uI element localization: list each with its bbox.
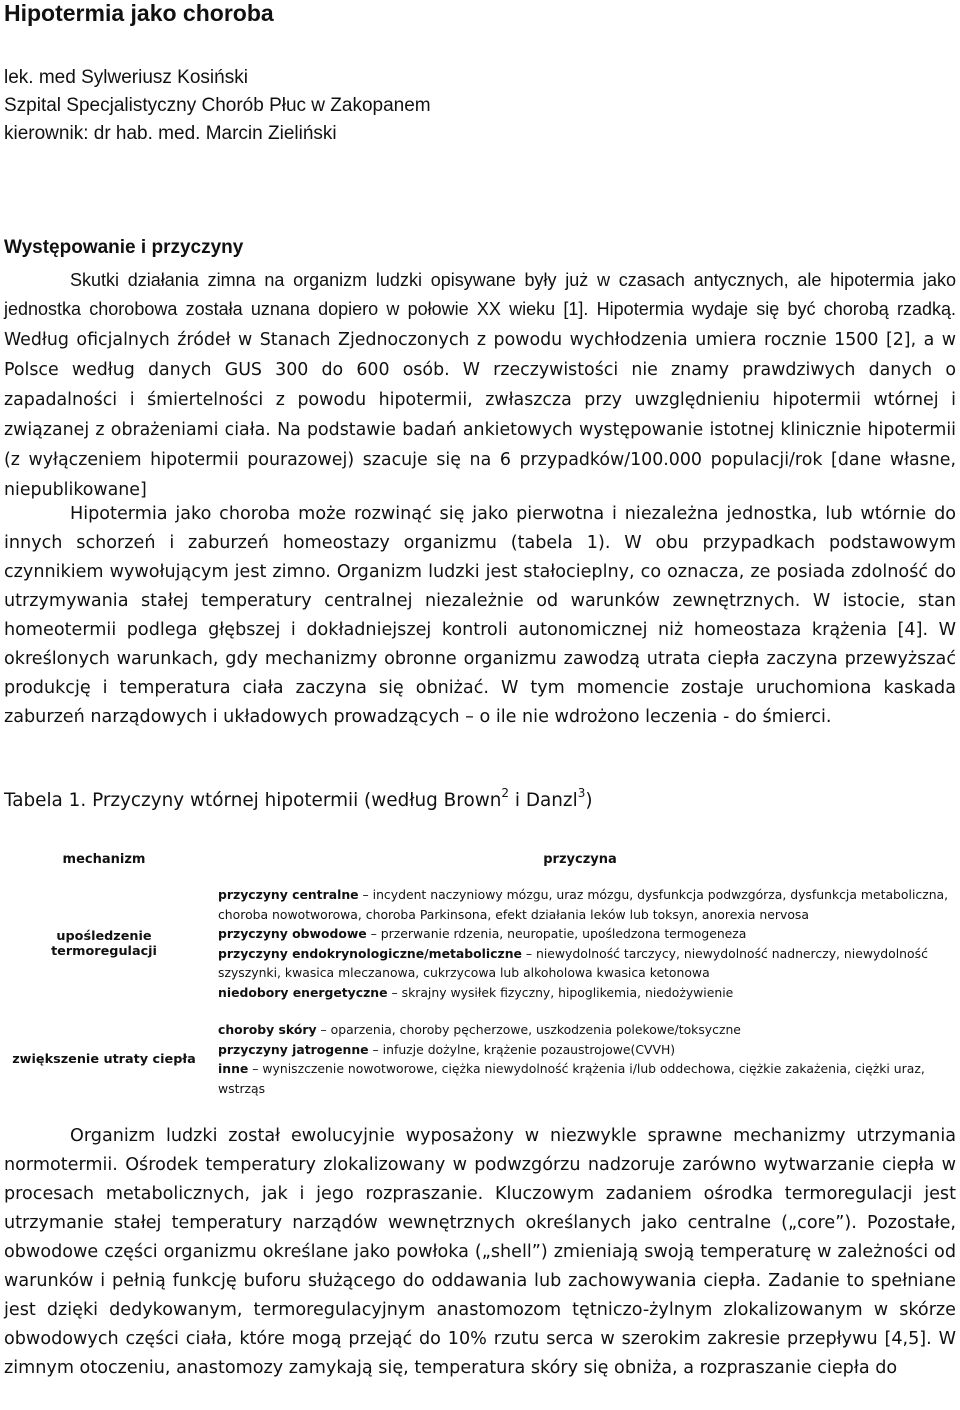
cause-text: skrajny wysiłek fizyczny, hipoglikemia, niedożywienie xyxy=(401,984,734,1000)
cause-item xyxy=(218,1020,956,1040)
department-head: kierownik: dr hab. med. Marcin Zieliński xyxy=(4,123,337,144)
cause-item xyxy=(218,1059,956,1098)
document-title: Hipotermia jako choroba xyxy=(4,0,274,26)
cause-text: incydent naczyniowy mózgu, uraz mózgu, dysfunkcja podwzgórza, dysfunkcja metaboliczna, choroba nowotworowa, choroba Parkinsona, efekt działania leków lub toksyn, anorexia nervosa xyxy=(218,887,949,922)
cause-item xyxy=(218,983,956,1003)
table-row xyxy=(4,1018,956,1100)
mechanism-cell: upośledzenie termoregulacji xyxy=(51,928,157,959)
table-row-spacer xyxy=(4,1004,956,1018)
header-cause: przyczyna xyxy=(543,852,617,867)
cause-text: infuzje dożylne, krążenie pozaustrojowe(CVVH) xyxy=(382,1041,676,1057)
causes-table xyxy=(4,848,956,1100)
cause-item xyxy=(218,885,956,924)
cause-separator: – xyxy=(316,1022,331,1037)
caption-prefix: Tabela 1. Przyczyny wtórnej hipotermii (według Brown xyxy=(4,790,502,812)
cause-label: przyczyny obwodowe xyxy=(218,926,367,941)
section-heading: Występowanie i przyczyny xyxy=(4,237,244,258)
table-header-row xyxy=(4,848,956,883)
header-mechanism: mechanizm xyxy=(62,852,146,867)
author-name: lek. med Sylweriusz Kosiński xyxy=(4,67,248,88)
cause-label: przyczyny jatrogenne xyxy=(218,1041,369,1057)
cause-item xyxy=(218,924,956,944)
cause-item xyxy=(218,944,956,983)
cause-separator: – xyxy=(368,1041,383,1057)
paragraph-incidence-part-a: Skutki działania zimna na organizm ludzki opisywane były już w czasach antycznych, ale hipotermia jako jednostka chorobowa została uznana dopiero w połowie XX wieku [1]. Hipotermia wydaje się być chorobą rzadką. xyxy=(4,270,956,319)
cause-separator: – xyxy=(358,887,373,902)
cause-label: choroby skóry xyxy=(218,1022,317,1037)
author-affiliation: Szpital Specjalistyczny Chorób Płuc w Zakopanem xyxy=(4,95,431,116)
paragraph-incidence xyxy=(4,266,956,505)
author-block xyxy=(4,64,431,148)
cause-cell xyxy=(204,1018,956,1100)
caption-middle: i Danzl xyxy=(509,790,578,812)
caption-ref-2: 3 xyxy=(577,786,586,800)
cause-cell xyxy=(204,883,956,1004)
cause-item xyxy=(218,1040,956,1060)
table-caption xyxy=(4,788,593,811)
cause-text: oparzenia, choroby pęcherzowe, uszkodzenia polekowe/toksyczne xyxy=(330,1022,741,1037)
cause-text: wyniszczenie nowotworowe, ciężka niewydolność krążenia i/lub oddechowa, ciężkie zakażenia, ciężki uraz, wstrząs xyxy=(218,1061,925,1096)
cause-text: przerwanie rdzenia, neuropatie, upośledzona termogeneza xyxy=(380,926,747,941)
table-row xyxy=(4,883,956,1004)
paragraph-disease: Hipotermia jako choroba może rozwinąć się jako pierwotna i niezależna jednostka, lub wtórnie do innych schorzeń i zaburzeń homeostazy organizmu (tabela 1). W obu przypadkach podstawowym czynnikiem wywołującym jest zimno. Organizm ludzki jest stałocieplny, co oznacza, ze posiada zdolność do utrzymywania stałej temperatury centralnej niezależnie od warunków zewnętrznych. W istocie, stan homeotermii podlega głębszej i dokładniejszej kontroli autonomicznej niż homeostaza krążenia [4]. W określonych warunkach, gdy mechanizmy obronne organizmu zawodzą utrata ciepła zaczyna przewyższać produkcję i temperatura ciała zaczyna się obniżać. W tym momencie zostaje uruchomiona kaskada zaburzeń narządowych i układowych prowadzących – o ile nie wdrożono leczenia - do śmierci. xyxy=(4,504,956,727)
cause-separator: – xyxy=(366,926,381,941)
cause-separator: – xyxy=(521,945,536,961)
paragraph-thermoregulation: Organizm ludzki został ewolucyjnie wyposażony w niezwykle sprawne mechanizmy utrzymania normotermii. Ośrodek temperatury zlokalizowany w podwzgórzu nadzoruje zarówno wytwarzanie ciepła w procesach metabolicznych, jak i jego rozpraszanie. Kluczowym zadaniem ośrodka termoregulacji jest utrzymanie stałej temperatury narządów wewnętrznych określanych jako centralne („core”). Pozostałe, obwodowe części organizmu określane jako powłoka („shell”) zmieniają swoją temperaturę w zależności od warunków i pełnią funkcję buforu służącego do oddawania lub zachowywania ciepła. Zadanie to spełniane jest dzięki dedykowanym, termoregulacyjnym anastomozom tętniczo-żylnym zlokalizowanym w skórze obwodowych części ciała, które mogą przejąć do 10% rzutu serca w szerokim zakresie przepływu [4,5]. W zimnym otoczeniu, anastomozy zamykają się, temperatura skóry się obniża, a rozpraszanie ciepła do xyxy=(4,1126,956,1378)
cause-separator: – xyxy=(387,984,402,1000)
cause-label: przyczyny endokrynologiczne/metaboliczne xyxy=(218,945,522,961)
mechanism-cell: zwiększenie utraty ciepła xyxy=(12,1051,196,1067)
caption-suffix: ) xyxy=(585,790,593,812)
caption-ref-1: 2 xyxy=(501,786,510,800)
paragraph-incidence-part-b: Według oficjalnych źródeł w Stanach Zjednoczonych z powodu wychłodzenia umiera rocznie 1500 [2], a w Polsce według danych GUS 300 do 600 osób. W rzeczywistości nie znamy prawdziwych danych o zapadalności i śmiertelności z powodu hipotermii, zwłaszcza przy uwzględnieniu hipotermii wtórnej i związanej z obrażeniami ciała. Na podstawie badań ankietowych występowanie istotnej klinicznie hipotermii (z wyłączeniem hipotermii pourazowej) szacuje się na 6 przypadków/100.000 populacji/rok [dane własne, niepublikowane] xyxy=(4,330,956,500)
cause-label: inne xyxy=(218,1061,249,1076)
cause-label: przyczyny centralne xyxy=(218,887,359,902)
cause-label: niedobory energetyczne xyxy=(218,984,388,1000)
cause-text: niewydolność tarczycy, niewydolność nadnerczy, niewydolność szyszynki, kwasica mleczanowa, cukrzycowa lub alkoholowa kwasica ketonowa xyxy=(218,945,928,980)
cause-separator: – xyxy=(248,1061,263,1076)
